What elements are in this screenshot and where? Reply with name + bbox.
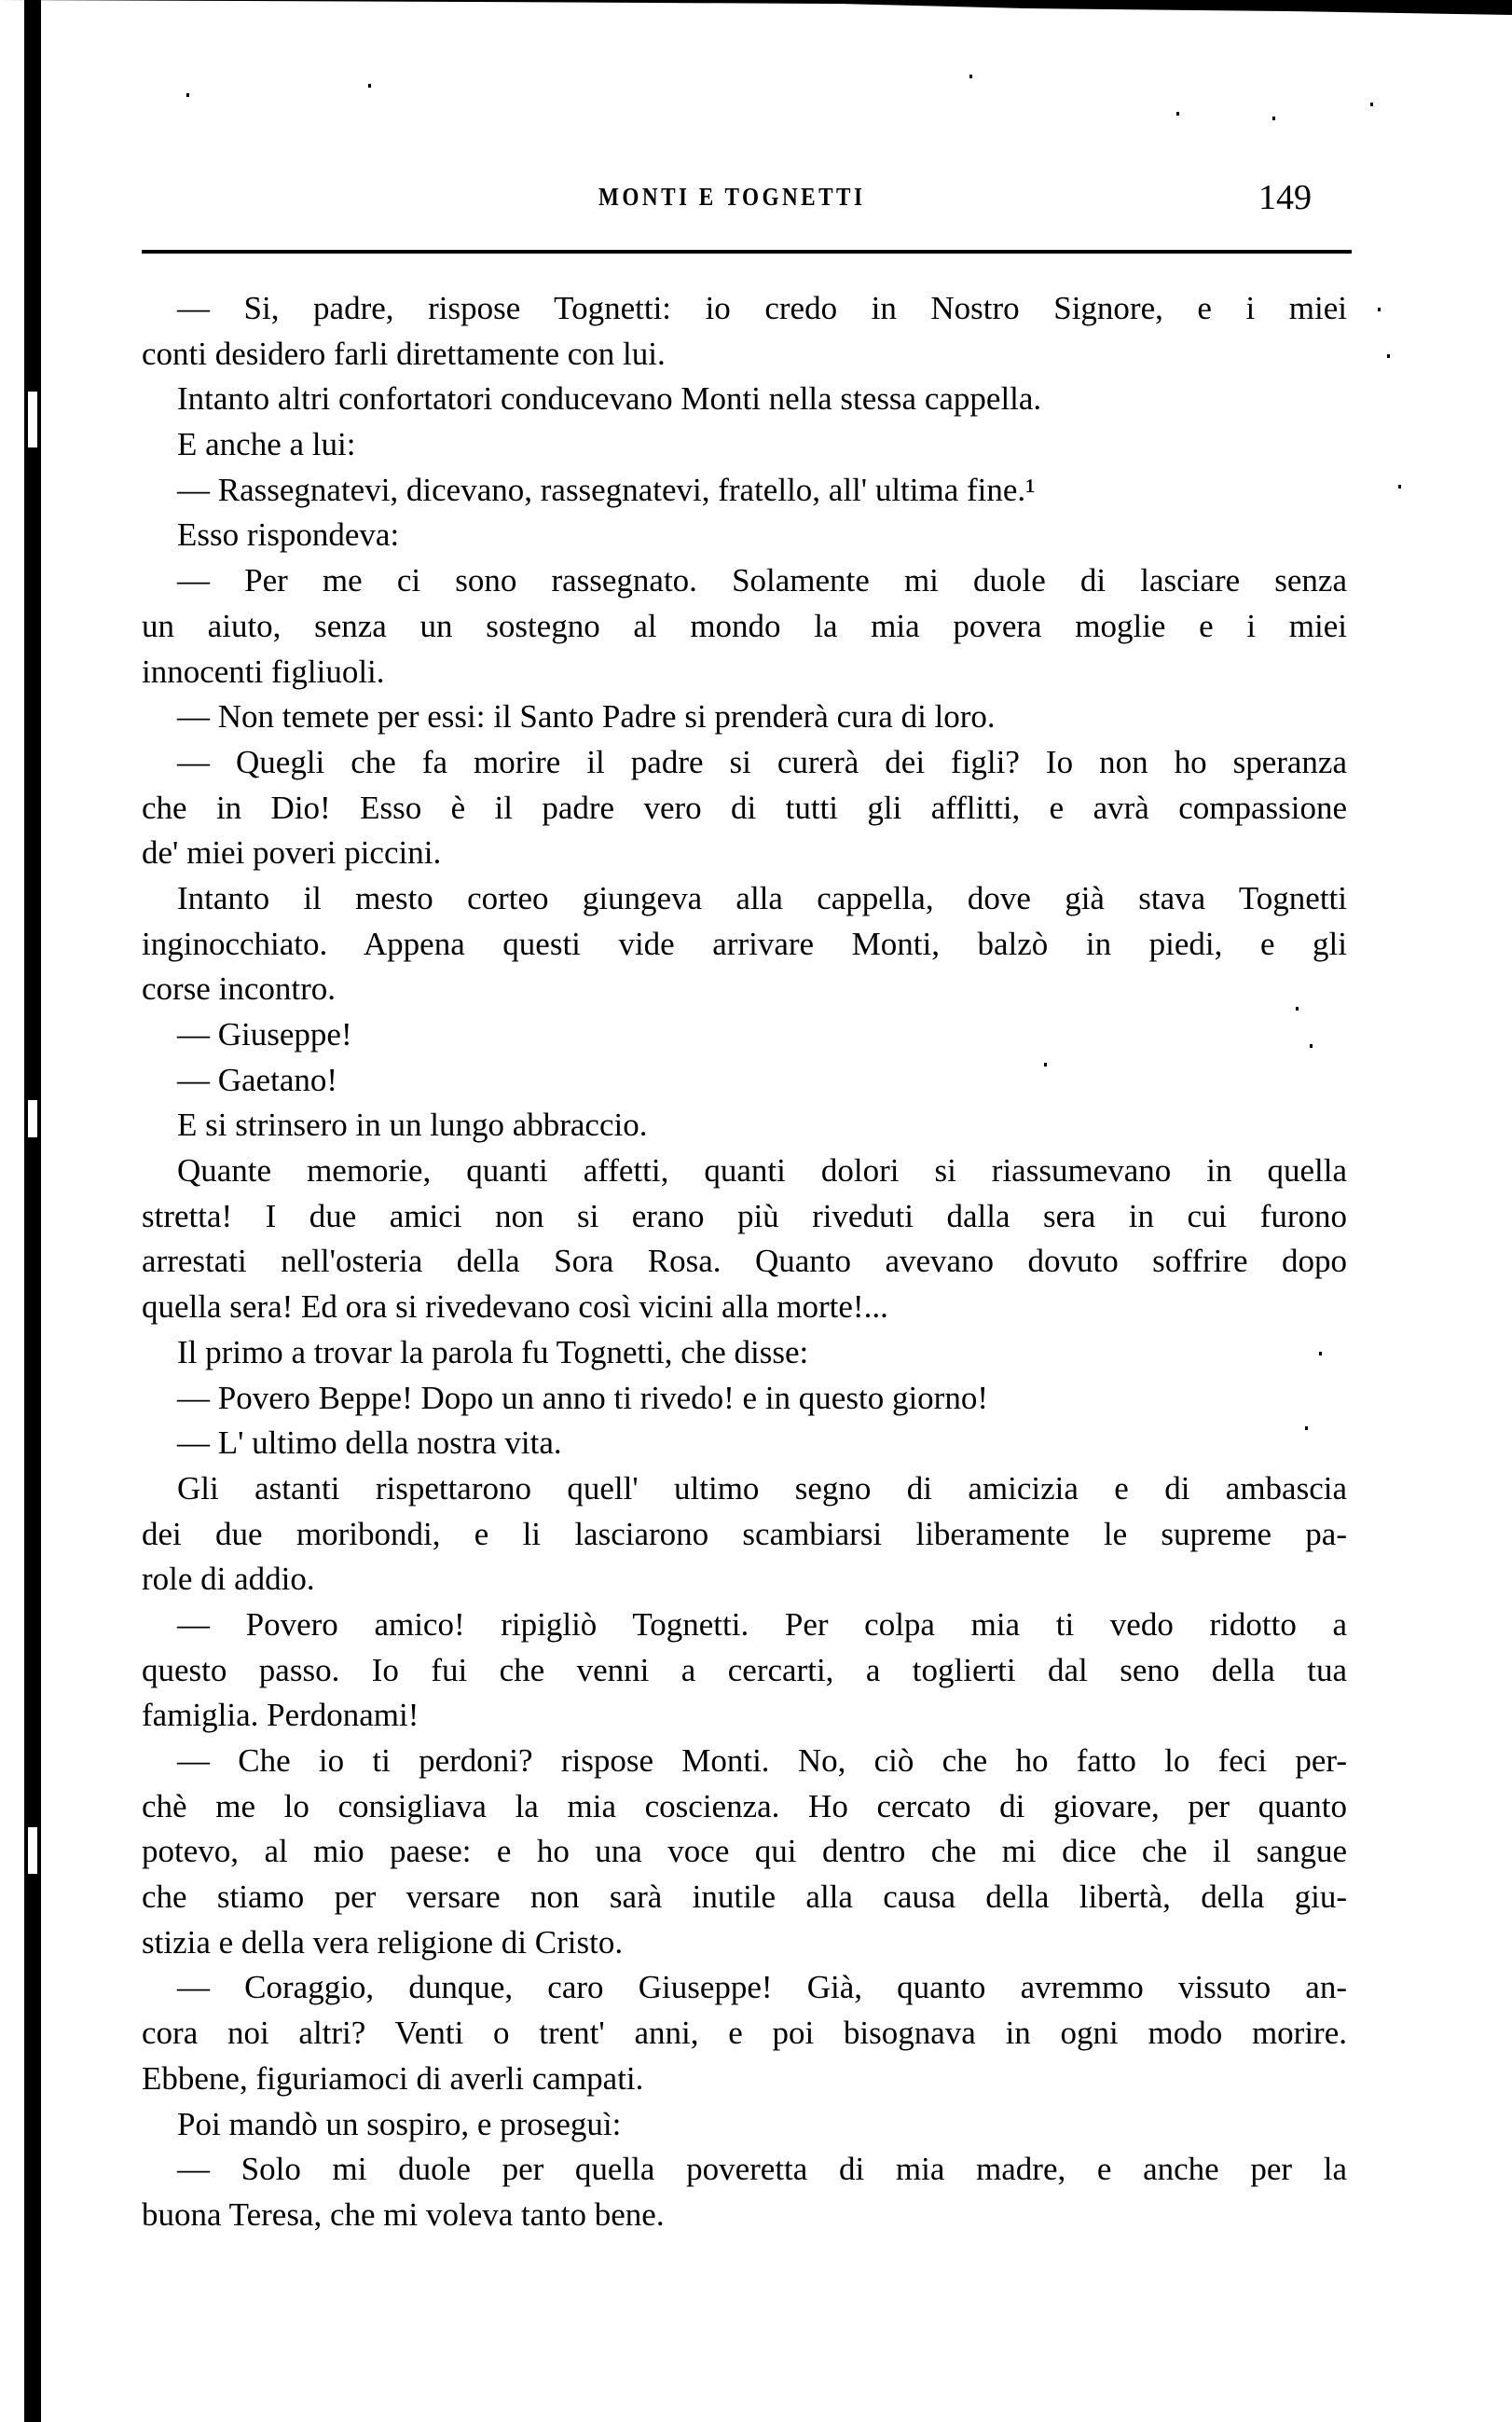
text-line: corse incontro. (142, 970, 336, 1008)
text-line: cora noi altri? Venti o trent' anni, e poi bisognava in ogni modo morire. (142, 2015, 1347, 2052)
text-line: Il primo a trovar la parola fu Tognetti, che disse: (177, 1333, 809, 1370)
text-line: — Quegli che fa morire il padre si curerà dei figli? Io non ho speranza (177, 743, 1347, 780)
text-line: arrestati nell'osteria della Sora Rosa. Quanto avevano dovuto soffrire dopo (142, 1243, 1347, 1280)
scan-left-border-gap (28, 1827, 37, 1874)
text-line: conti desidero farli direttamente con lui. (142, 335, 666, 372)
scan-speck (1378, 308, 1381, 311)
text-line: Intanto altri confortatori conducevano Monti nella stessa cappella. (177, 380, 1042, 418)
scan-left-border-gap (28, 392, 37, 447)
text-line: un aiuto, senza un sostegno al mondo la mia povera moglie e i miei (142, 607, 1347, 644)
text-line: Intanto il mesto corteo giungeva alla cappella, dove già stava Tognetti (177, 879, 1347, 916)
running-head-title: MONTI E TOGNETTI (598, 183, 866, 211)
text-line: E anche a lui: (177, 426, 356, 463)
text-line: role di addio. (142, 1561, 315, 1598)
text-line: — Coraggio, dunque, caro Giuseppe! Già, quanto avremmo vissuto an- (177, 1969, 1347, 2006)
scan-speck (186, 93, 189, 97)
text-line: quella sera! Ed ora si rivedevano così vicini alla morte!... (142, 1288, 888, 1326)
text-line: famiglia. Perdonami! (142, 1697, 419, 1734)
scan-speck (1176, 112, 1179, 116)
text-line: Poi mandò un sospiro, e proseguì: (177, 2105, 622, 2142)
scan-left-border (24, 0, 41, 2422)
body-text (142, 286, 1347, 2238)
text-line: — Povero amico! ripigliò Tognetti. Per colpa mia ti vedo ridotto a (177, 1605, 1347, 1643)
text-line: — L' ultimo della nostra vita. (177, 1424, 562, 1462)
header-rule-divider (142, 250, 1352, 254)
scan-speck (368, 84, 371, 88)
text-line: Esso rispondeva: (177, 516, 400, 554)
text-line: Ebbene, figuriamoci di averli campati. (142, 2059, 644, 2097)
scan-speck (1398, 485, 1401, 489)
text-line: Quante memorie, quanti affetti, quanti dolori si riassumevano in quella (177, 1152, 1347, 1190)
text-line: — Per me ci sono rassegnato. Solamente mi duole di lasciare senza (177, 562, 1347, 599)
text-line: Gli astanti rispettarono quell' ultimo segno di amicizia e di ambascia (177, 1469, 1347, 1507)
scan-left-border-gap (28, 1100, 37, 1137)
scan-speck (969, 75, 972, 78)
text-line: inginocchiato. Appena questi vide arrivare Monti, balzò in piedi, e gli (142, 925, 1347, 962)
text-line: potevo, al mio paese: e ho una voce qui dentro che mi dice che il sangue (142, 1833, 1347, 1870)
scan-speck (1370, 103, 1373, 106)
text-line: buona Teresa, che mi voleva tanto bene. (142, 2195, 665, 2233)
page-number: 149 (1258, 178, 1312, 217)
text-line: questo passo. Io fui che venni a cercarti, a toglierti dal seno della tua (142, 1651, 1347, 1688)
text-line: che stiamo per versare non sarà inutile alla causa della libertà, della giu- (142, 1878, 1347, 1916)
scan-speck (1387, 354, 1390, 358)
text-line: — Giuseppe! (177, 1016, 352, 1053)
text-line: — Povero Beppe! Dopo un anno ti rivedo! e in questo giorno! (177, 1379, 988, 1416)
text-line: stizia e della vera religione di Cristo. (142, 1923, 624, 1961)
text-line: — Si, padre, rispose Tognetti: io credo in Nostro Signore, e i miei (177, 290, 1347, 326)
text-line: stretta! I due amici non si erano più riveduti dalla sera in cui furono (142, 1197, 1347, 1234)
text-line: — Solo mi duole per quella poveretta di mia madre, e anche per la (177, 2151, 1347, 2188)
text-line: chè me lo consigliava la mia coscienza. Ho cercato di giovare, per quanto (142, 1787, 1347, 1824)
text-line: dei due moribondi, e li lasciarono scambiarsi liberamente le supreme pa- (142, 1515, 1347, 1552)
text-line: innocenti figliuoli. (142, 653, 385, 690)
scan-speck (1272, 117, 1275, 120)
text-line: — Non temete per essi: il Santo Padre si prenderà cura di loro. (177, 698, 996, 736)
text-line: — Gaetano! (177, 1061, 338, 1098)
scan-edge-shape (0, 0, 1512, 17)
text-line: de' miei poveri piccini. (142, 834, 442, 872)
text-line: che in Dio! Esso è il padre vero di tutti gli afflitti, e avrà compassione (142, 789, 1347, 826)
scan-top-border (0, 0, 1512, 17)
text-line: — Rassegnatevi, dicevano, rassegnatevi, fratello, all' ultima fine.¹ (177, 471, 1036, 508)
text-line: — Che io ti perdoni? rispose Monti. No, ciò che ho fatto lo feci per- (177, 1742, 1347, 1779)
text-line: E si strinsero in un lungo abbraccio. (177, 1107, 648, 1144)
